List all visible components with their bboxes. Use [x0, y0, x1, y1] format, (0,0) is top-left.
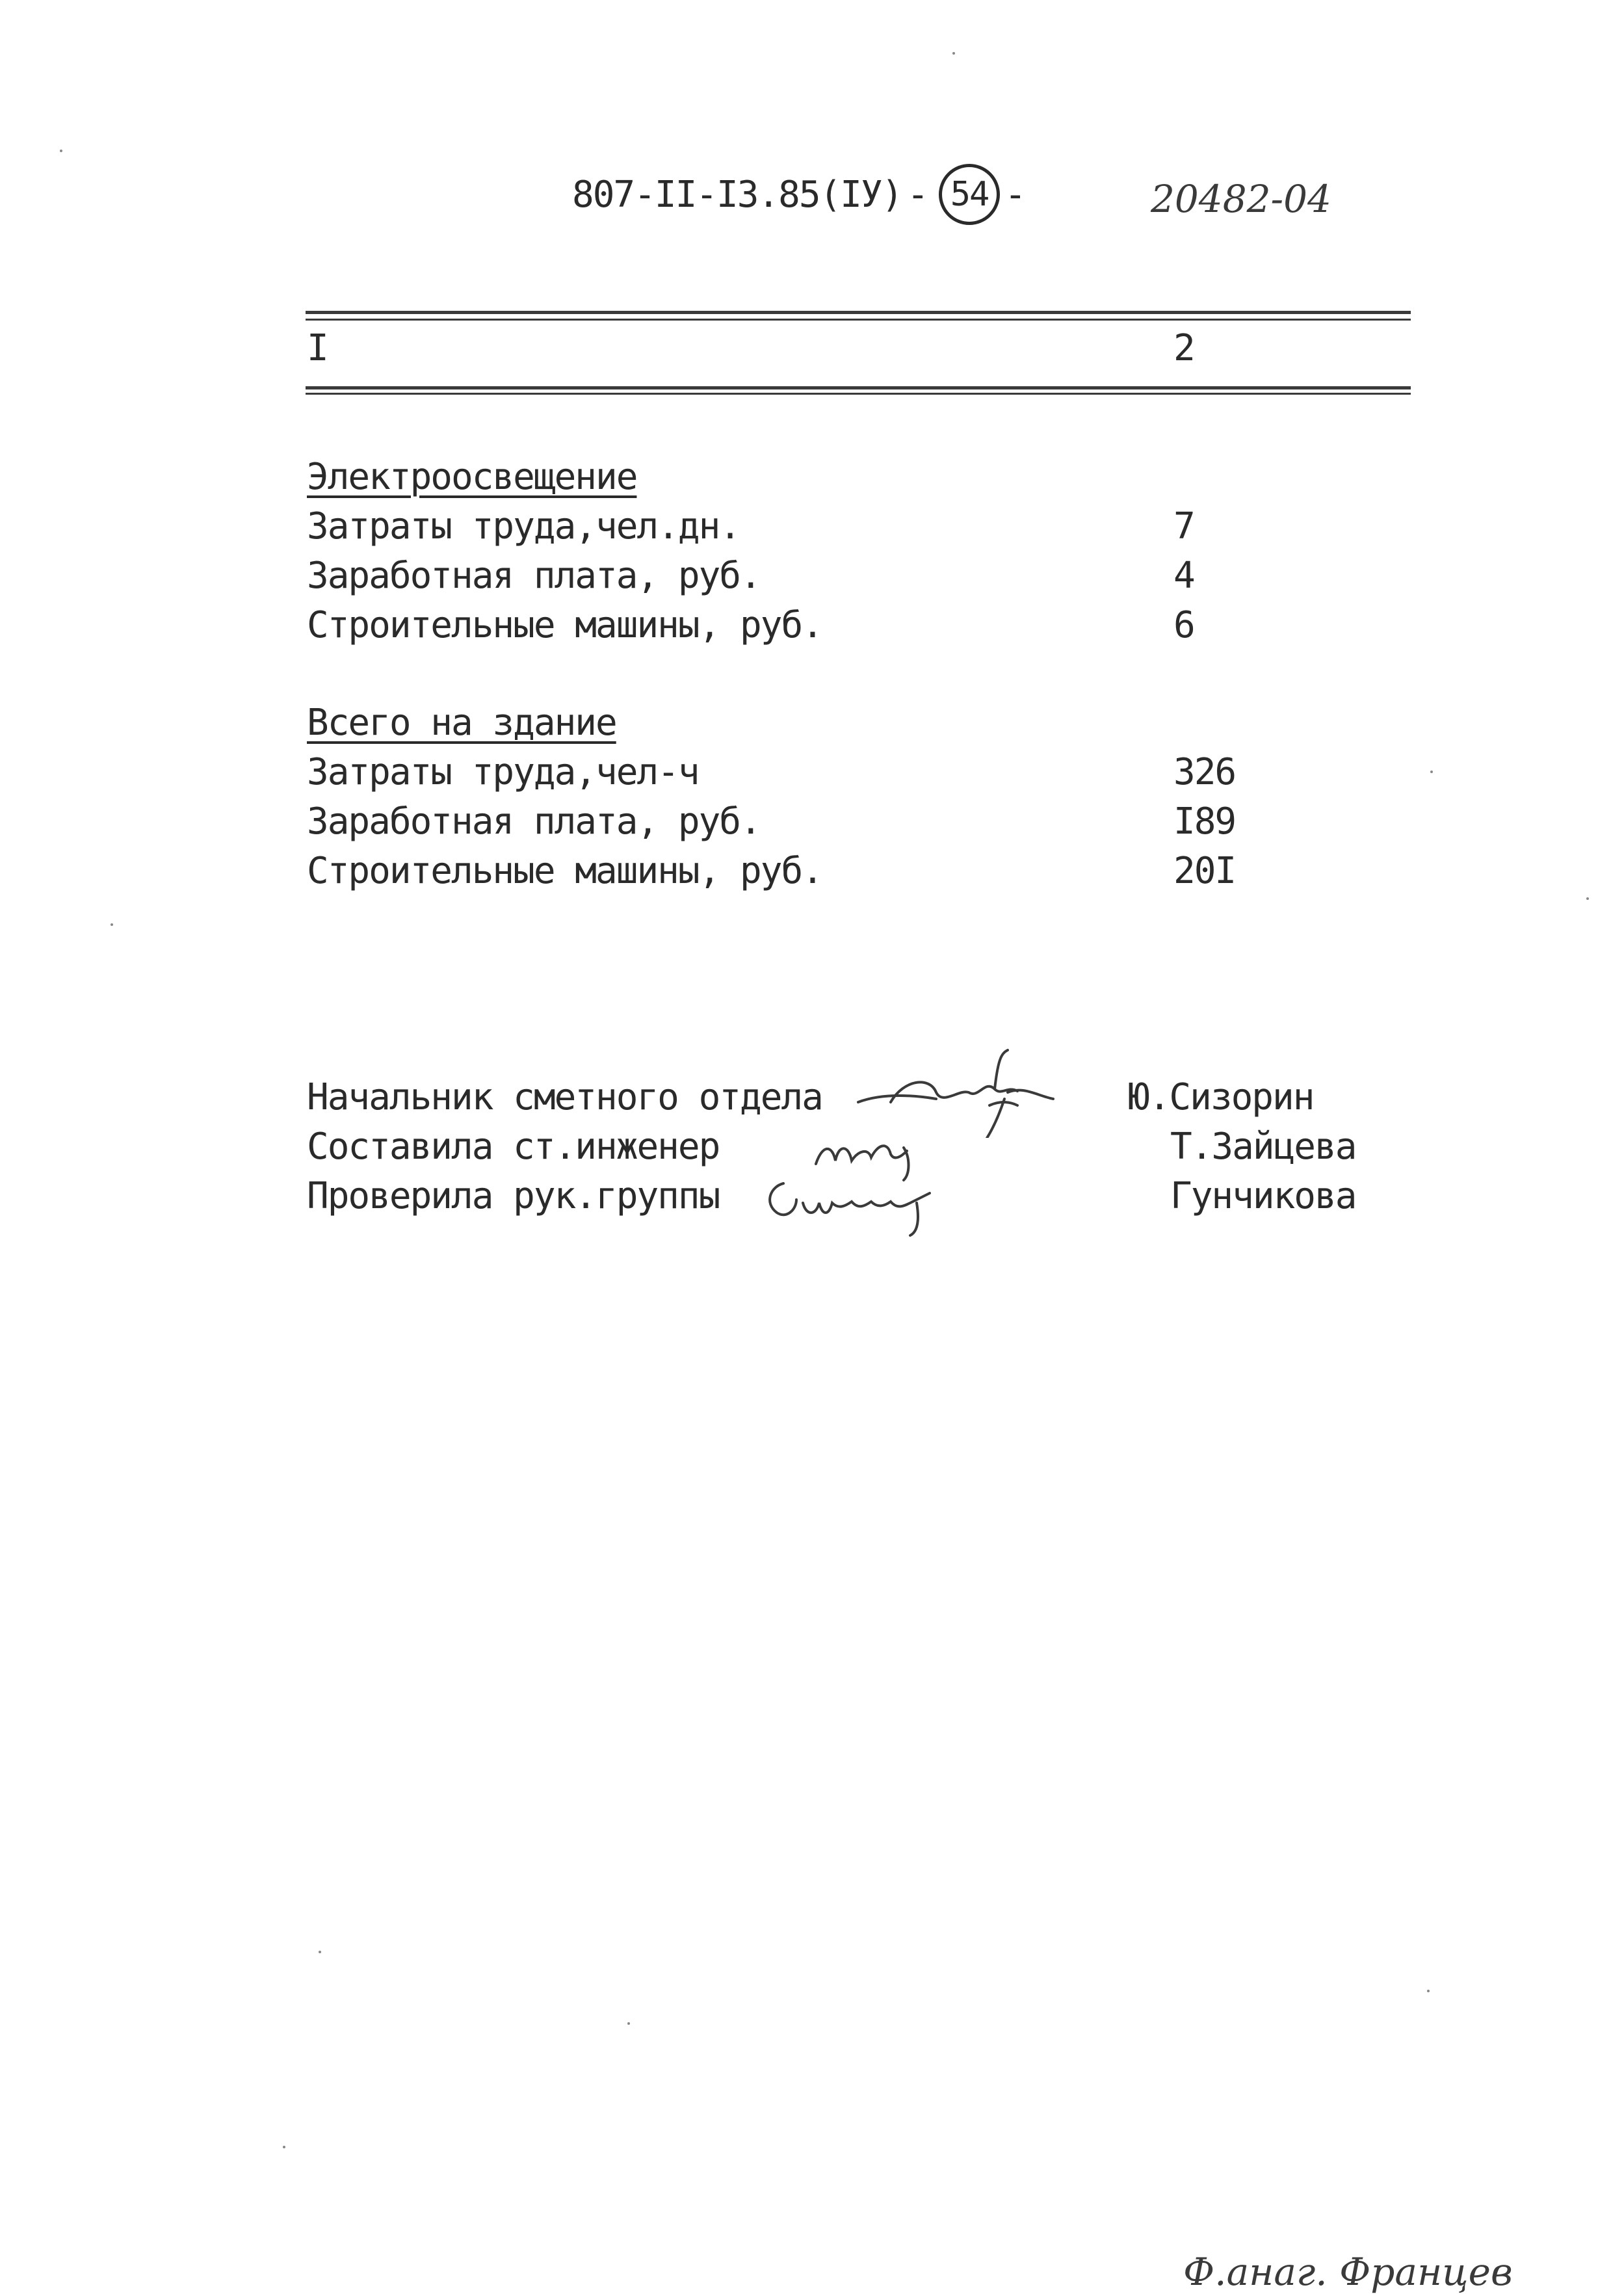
footer-handwritten-note: Ф.анаг. Францев [1183, 2250, 1513, 2294]
row-label: Заработная плата, руб. [307, 800, 761, 843]
handwritten-signature-3 [757, 1164, 965, 1242]
row-value: I89 [1173, 800, 1236, 843]
scan-speck [283, 2146, 285, 2148]
signatory-name: Т.Зайцева [1170, 1126, 1356, 1168]
scan-speck [319, 1951, 321, 1953]
handwritten-inventory-number: 20482-04 [1151, 177, 1331, 221]
page-number: 54 [939, 164, 1000, 225]
table-header-bottom-rule-inner [306, 393, 1411, 395]
scan-speck [1427, 1990, 1430, 1992]
column-header-2: 2 [1173, 327, 1194, 369]
row-value: 7 [1173, 505, 1194, 547]
section-title-lighting: Электроосвещение [307, 456, 637, 498]
table-header-bottom-rule [306, 386, 1411, 389]
row-value: 326 [1173, 751, 1236, 793]
signatory-name: Гунчикова [1170, 1175, 1356, 1217]
row-label: Затраты труда,чел.дн. [307, 505, 740, 547]
scan-speck [60, 150, 62, 152]
table-top-rule [306, 311, 1411, 314]
section-title-building-total: Всего на здание [307, 702, 616, 744]
signature-role: Составила ст.инженер [307, 1126, 720, 1168]
page-number-dash-left: - [907, 174, 928, 216]
row-value: 20I [1173, 850, 1236, 892]
row-label: Строительные машины, руб. [307, 850, 822, 892]
row-label: Строительные машины, руб. [307, 604, 822, 646]
row-value: 6 [1173, 604, 1194, 646]
row-label: Заработная плата, руб. [307, 555, 761, 597]
row-value: 4 [1173, 555, 1194, 597]
document-code: 807-II-I3.85(IУ) [572, 174, 902, 216]
column-header-1: I [307, 327, 328, 369]
scan-speck [627, 2022, 630, 2025]
scan-speck [952, 52, 955, 55]
scan-speck [111, 923, 113, 926]
signatory-name: Ю.Сизорин [1128, 1076, 1314, 1118]
signature-role: Начальник сметного отдела [307, 1076, 822, 1118]
page-number-dash-right: - [1004, 174, 1025, 216]
table-top-rule-inner [306, 319, 1411, 321]
scan-speck [1586, 897, 1589, 900]
signature-role: Проверила рук.группы [307, 1175, 720, 1217]
row-label: Затраты труда,чел-ч [307, 751, 699, 793]
scan-speck [1430, 771, 1433, 773]
